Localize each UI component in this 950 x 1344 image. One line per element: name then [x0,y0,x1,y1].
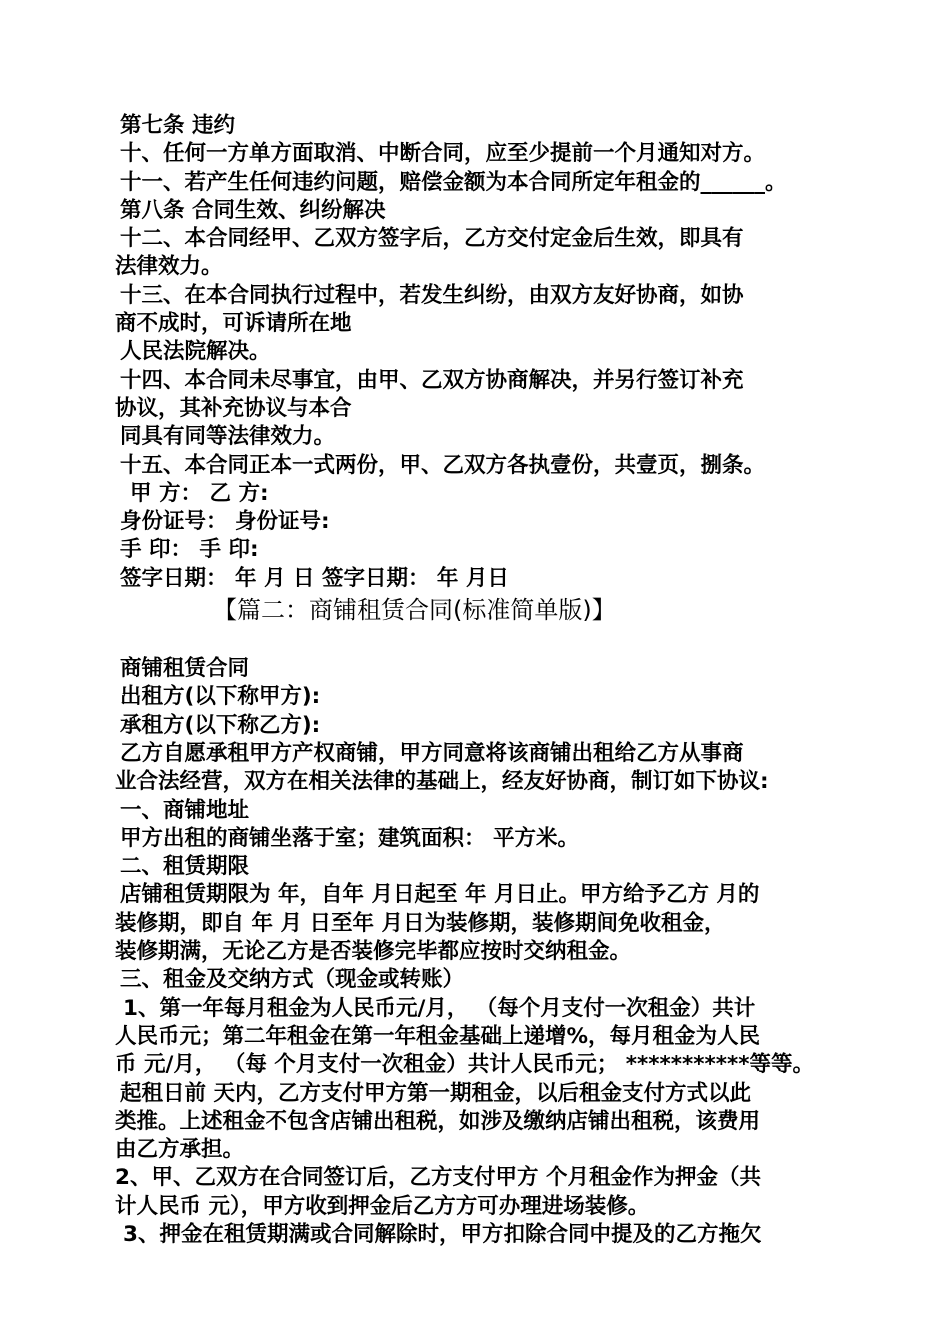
section-3-item-1-line-6: 由乙方承担。 [115,1137,245,1163]
clause-13-line-2: 商不成时，可诉请所在地 [115,311,352,337]
signature-dates: 签字日期： 年 月 日 签字日期： 年 月日 [120,565,509,591]
signature-handprint: 手 印： 手 印: [120,537,259,563]
preamble-line-2: 业合法经营，双方在相关法律的基础上，经友好协商，制订如下协议: [115,769,769,795]
preamble-line-1: 乙方自愿承租甲方产权商铺，甲方同意将该商铺出租给乙方从事商 [120,740,744,766]
lessee-line: 承租方(以下称乙方): [120,712,321,738]
signature-parties: 甲 方： 乙 方: [130,480,269,506]
contract-title: 商铺租赁合同 [120,656,250,682]
document-body [115,112,845,1249]
clause-10: 十、任何一方单方面取消、中断合同，应至少提前一个月通知对方。 [120,141,766,167]
section-2-line-2: 装修期，即自 年 月 日至年 月日为装修期，装修期间免收租金， [115,910,726,936]
clause-14-line-1: 十四、本合同未尽事宜，由甲、乙双方协商解决，并另行签订补充 [120,367,744,393]
signature-id-numbers: 身份证号： 身份证号: [120,509,330,535]
clause-11: 十一、若产生任何违约问题，赔偿金额为本合同所定年租金的______。 [120,169,787,195]
lessor-line: 出租方(以下称甲方): [120,684,321,710]
clause-14-line-3: 同具有同等法律效力。 [120,424,336,450]
section-1-body: 甲方出租的商铺坐落于室；建筑面积： 平方米。 [120,825,579,851]
section-3-item-1-line-4: 起租日前 天内，乙方支付甲方第一期租金，以后租金支付方式以此 [120,1080,751,1106]
clause-12-line-2: 法律效力。 [115,254,223,280]
section-3-item-2-line-1: 2、甲、乙双方在合同签订后，乙方支付甲方 个月租金作为押金（共 [115,1165,761,1191]
article-8-title: 第八条 合同生效、纠纷解决 [120,197,386,223]
section-3-item-3-line-1: 3、押金在租赁期满或合同解除时，甲方扣除合同中提及的乙方拖欠 [123,1221,762,1247]
clause-13-line-1: 十三、在本合同执行过程中，若发生纠纷，由双方友好协商，如协 [120,282,744,308]
clause-13-line-3: 人民法院解决。 [120,339,271,365]
section-3-item-1-line-5: 类推。上述租金不包含店铺出租税，如涉及缴纳店铺出租税，该费用 [115,1108,761,1134]
section-1-title: 一、商铺地址 [120,797,250,823]
section-heading: 【篇二：商铺租赁合同(标准简单版)】 [213,596,616,625]
section-2-title: 二、租赁期限 [120,854,250,880]
clause-15: 十五、本合同正本一式两份，甲、乙双方各执壹份，共壹页，捌条。 [120,452,766,478]
section-2-line-3: 装修期满，无论乙方是否装修完毕都应按时交纳租金。 [115,939,632,965]
section-3-item-1-line-2: 人民币元；第二年租金在第一年租金基础上递增%，每月租金为人民 [115,1023,761,1049]
section-2-line-1: 店铺租赁期限为 年，自年 月日起至 年 月日止。甲方给予乙方 月的 [120,882,760,908]
clause-12-line-1: 十二、本合同经甲、乙双方签字后，乙方交付定金后生效，即具有 [120,226,744,252]
clause-14-line-2: 协议，其补充协议与本合 [115,395,352,421]
section-3-item-2-line-2: 计人民币 元），甲方收到押金后乙方方可办理进场装修。 [115,1193,650,1219]
section-3-item-1-line-3: 币 元/月， （每 个月支付一次租金）共计人民币元； ***********等等。 [115,1052,814,1078]
section-3-item-1-line-1: 1、第一年每月租金为人民币元/月， （每个月支付一次租金）共计 [123,995,756,1021]
section-3-title: 三、租金及交纳方式（现金或转账） [120,967,465,993]
article-7-title: 第七条 违约 [120,113,235,138]
